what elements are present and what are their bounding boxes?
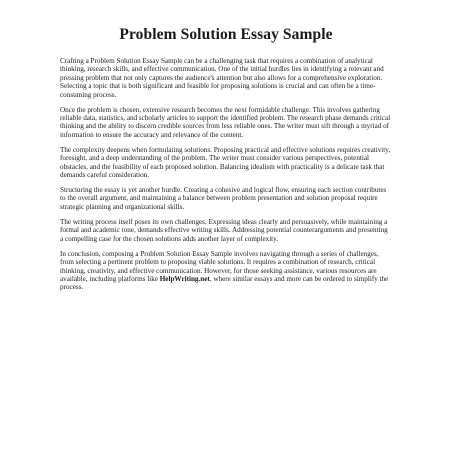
paragraph-conclusion — [60, 250, 392, 292]
document-title: Problem Solution Essay Sample — [119, 26, 333, 43]
paragraph-research: Once the problem is chosen, extensive research becomes the next formidable challenge. This involves gathering reliable data, statistics, and scholarly articles to support the identified problem. The research phase demands critical thinking and the ability to discern credible sources from less reliable ones. The writer must sift through a myriad of information to ensure the accuracy and relevance of the content. — [60, 105, 391, 139]
helpwriting-link[interactable]: HelpWriting.net — [159, 274, 210, 283]
paragraph-structure: Structuring the essay is yet another hurdle. Creating a cohesive and logical flow, ensuring each section contributes to the overall argument, and maintaining a balance between problem presentation and solution proposal require strategic planning and organizational skills. — [60, 186, 387, 211]
conclusion-text-after-link: , where similar essays and more can be ordered to simplify the process. — [60, 274, 389, 292]
paragraph-intro: Crafting a Problem Solution Essay Sample can be a challenging task that requires a combination of analytical thinking, research skills, and effective communication. One of the initial hurdles lies in identifying a relevant and pressing problem that not only captures the audience's attention but also allows for a comprehensive exploration. Selecting a topic that is both significant and feasible for proposing solutions is crucial and can often be a time-consuming process. — [60, 57, 384, 99]
conclusion-text-before-link: In conclusion, composing a Problem Solution Essay Sample involves navigating through a series of challenges, from selecting a pertinent problem to proposing viable solutions. It requires a combination of research, critical thinking, creativity, and effective communication. However, for those seeking assistance, various resources are available, including platforms like — [60, 249, 379, 283]
paragraph-solutions: The complexity deepens when formulating solutions. Proposing practical and effective solutions requires creativity, foresight, and a deep understanding of the problem. The writer must consider various perspectives, potential obstacles, and the feasibility of each proposed solution. Balancing idealism with practicality is a delicate task that demands careful consideration. — [60, 145, 391, 180]
paragraph-writing: The writing process itself poses its own challenges. Expressing ideas clearly and persuasively, while maintaining a formal and academic tone, demands effective writing skills. Addressing potential counterarguments and presenting a compelling case for the chosen solutions adds another layer of complexity. — [60, 217, 388, 243]
